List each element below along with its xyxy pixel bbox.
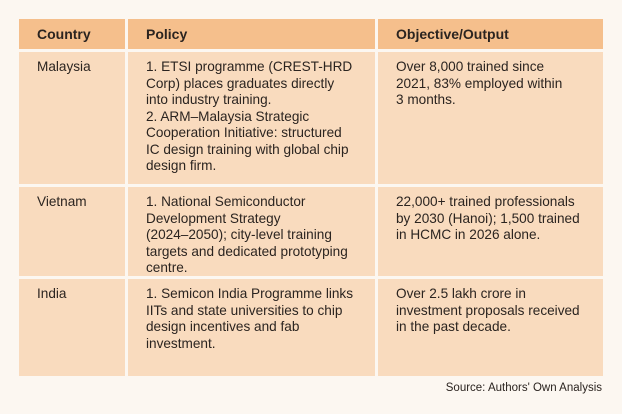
cell-policy-india: 1. Semicon India Programme links IITs and state universities to chip design incentives and fab investment. bbox=[128, 279, 375, 376]
cell-country-vietnam: Vietnam bbox=[19, 187, 125, 276]
cell-country-malaysia: Malaysia bbox=[19, 52, 125, 184]
cell-objective-vietnam: 22,000+ trained professionals by 2030 (Hanoi); 1,500 trained in HCMC in 2026 alone. bbox=[378, 187, 603, 276]
cell-objective-malaysia: Over 8,000 trained since 2021, 83% employed within 3 months. bbox=[378, 52, 603, 184]
cell-policy-vietnam: 1. National Semiconductor Development Strategy (2024–2050); city-level training targets and dedicated prototyping centre. bbox=[128, 187, 375, 276]
cell-country-india: India bbox=[19, 279, 125, 376]
header-policy: Policy bbox=[128, 19, 375, 49]
cell-policy-malaysia: 1. ETSI programme (CREST-HRD Corp) places graduates directly into industry training. 2. ARM–Malaysia Strategic Cooperation Initiative: structured IC design training with global chip design firm. bbox=[128, 52, 375, 184]
header-country: Country bbox=[19, 19, 125, 49]
policy-table bbox=[19, 19, 603, 376]
source-note: Source: Authors' Own Analysis bbox=[445, 382, 602, 394]
header-objective: Objective/Output bbox=[378, 19, 603, 49]
cell-objective-india: Over 2.5 lakh crore in investment proposals received in the past decade. bbox=[378, 279, 603, 376]
